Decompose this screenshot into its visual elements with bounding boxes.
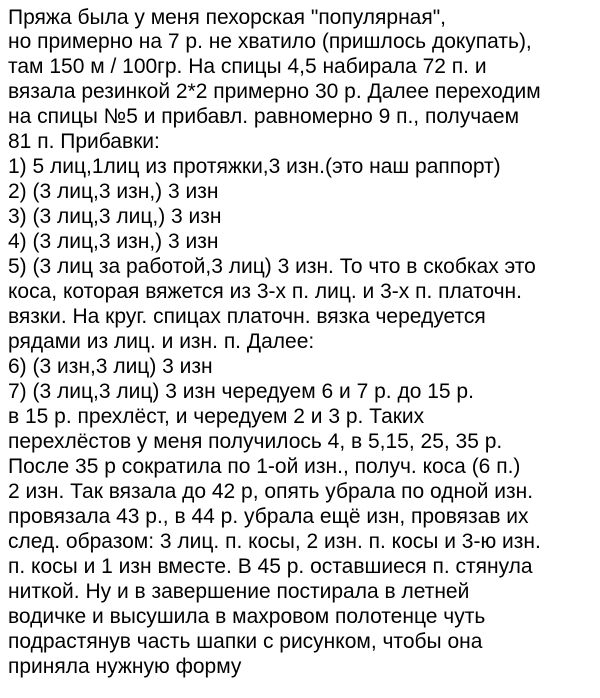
text-line: 2) (3 лиц,3 изн,) 3 изн (8, 180, 219, 203)
text-line: вязала резинкой 2*2 примерно 30 р. Далее переходим (8, 80, 541, 103)
text-line: коса, которая вяжется из 3-х п. лиц. и 3-х п. платочн. (8, 280, 522, 303)
text-line: рядами из лиц. и изн. п. Далее: (8, 330, 315, 353)
text-line: перехлёстов у меня получилось 4, в 5,15, 25, 35 р. (8, 430, 503, 453)
text-line: 4) (3 лиц,3 изн,) 3 изн (8, 230, 219, 253)
text-line: Пряжа была у меня пехорская "популярная", (8, 6, 447, 29)
text-line: 3) (3 лиц,3 лиц,) 3 изн (8, 205, 222, 228)
text-line: вязки. На круг. спицах платочн. вязка чередуется (8, 305, 486, 328)
text-line: но примерно на 7 р. не хватило (пришлось докупать), (8, 30, 532, 53)
text-line: 6) (3 изн,3 лиц) 3 изн (8, 355, 213, 378)
text-line: водичке и высушила в махровом полотенце чуть (8, 605, 486, 628)
text-line: ниткой. Ну и в завершение постирала в летней (8, 580, 470, 603)
text-line: след. образом: 3 лиц. п. косы, 2 изн. п. косы и 3-ю изн. (8, 530, 541, 553)
text-line: 2 изн. Так вязала до 42 р, опять убрала по одной изн. (8, 480, 534, 503)
text-line: п. косы и 1 изн вместе. В 45 р. оставшиеся п. стянула (8, 555, 533, 578)
text-line: 81 п. Прибавки: (8, 130, 160, 153)
text-line: там 150 м / 100гр. На спицы 4,5 набирала 72 п. и (8, 55, 487, 78)
text-line: 1) 5 лиц,1лиц из протяжки,3 изн.(это наш раппорт) (8, 155, 501, 178)
text-line: 5) (3 лиц за работой,3 лиц) 3 изн. То что в скобках это (8, 255, 536, 278)
text-line: После 35 р сократила по 1-ой изн., получ. коса (6 п.) (8, 455, 521, 478)
text-line: провязала 43 р., в 44 р. убрала ещё изн, провязав их (8, 505, 529, 528)
text-line: подрастянув часть шапки с рисунком, чтобы она (8, 630, 483, 653)
text-line: на спицы №5 и прибавл. равномерно 9 п., получаем (8, 105, 520, 128)
text-line: приняла нужную форму (8, 655, 242, 678)
text-line: в 15 р. прехлёст, и чередуем 2 и 3 р. Таких (8, 405, 425, 428)
text-line: 7) (3 лиц,3 лиц) 3 изн чередуем 6 и 7 р. до 15 р. (8, 380, 474, 403)
